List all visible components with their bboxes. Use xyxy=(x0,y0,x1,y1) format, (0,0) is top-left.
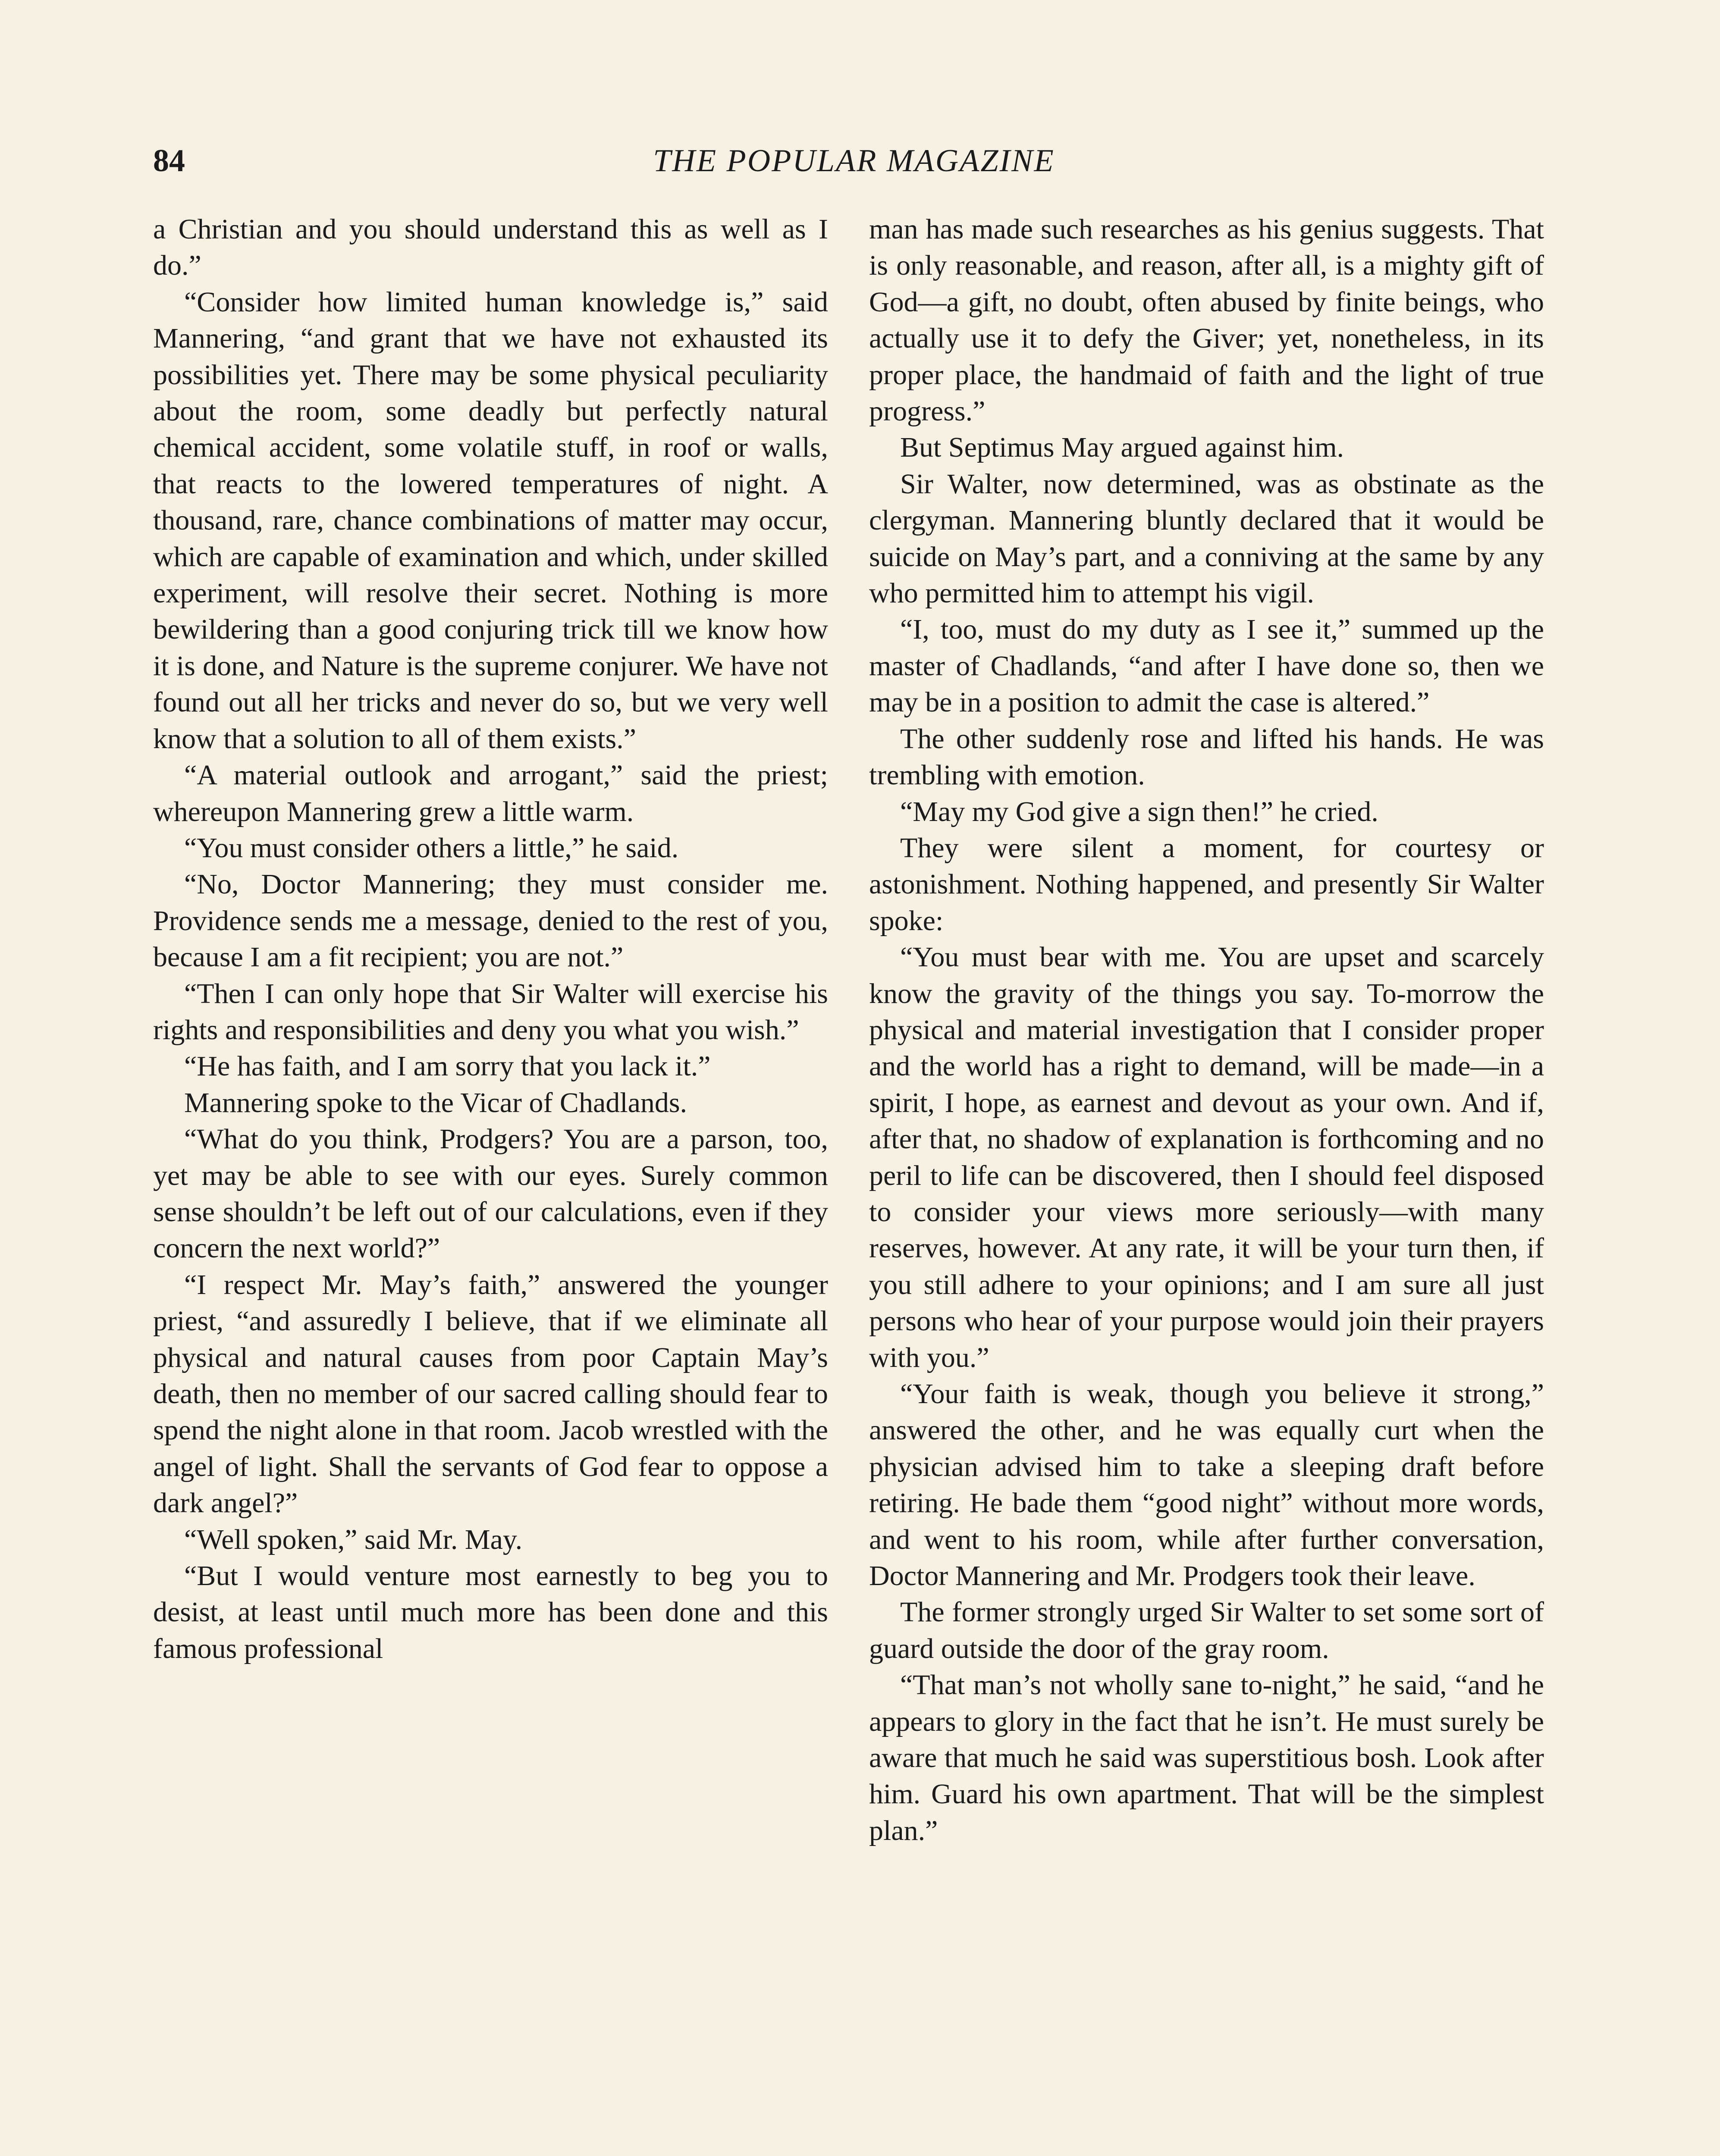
page-number: 84 xyxy=(153,143,185,179)
paragraph: man has made such researches as his genius suggests. That is only reasonable, and reason, after all, is a mighty gift of God—a gift, no doubt, often abused by finite beings, who actually use it to defy the Giver; yet, nonetheless, in its proper place, the handmaid of faith and the light of true progress.” xyxy=(869,213,1544,427)
paragraph: “I, too, must do my duty as I see it,” summed up the master of Chadlands, “and after I have done so, then we may be in a position to admit the case is altered.” xyxy=(869,614,1544,718)
text-column-right xyxy=(869,211,1544,1849)
paragraph: They were silent a moment, for courtesy or astonishment. Nothing happened, and presently Sir Walter spoke: xyxy=(869,832,1544,937)
page-header xyxy=(153,137,1555,185)
text-column-left xyxy=(153,211,828,1667)
paragraph: “Consider how limited human knowledge is,” said Mannering, “and grant that we have not exhausted its possibilities yet. There may be some physical peculiarity about the room, some deadly but perfectly natural chemical accident, some volatile stuff, in roof or walls, that reacts to the lowered temperatures of night. A thousand, rare, chance combinations of matter may occur, which are capable of examination and which, under skilled experiment, will resolve their secret. Nothing is more bewildering than a good conjuring trick till we know how it is done, and Nature is the supreme conjurer. We have not found out all her tricks and never do so, but we very well know that a solution to all of them exists.” xyxy=(153,286,828,755)
paragraph: “You must consider others a little,” he said. xyxy=(184,832,679,864)
paragraph: a Christian and you should understand this as well as I do.” xyxy=(153,213,828,282)
paragraph: “That man’s not wholly sane to-night,” he said, “and he appears to glory in the fact that he isn’t. He must surely be aware that much he said was superstitious bosh. Look after him. Guard his own apartment. That will be the simplest plan.” xyxy=(869,1669,1544,1846)
paragraph: “Your faith is weak, though you believe it strong,” answered the other, and he was equally curt when the physician advised him to take a sleeping draft before retiring. He bade them “good night” without more words, and went to his room, while after further conversation, Doctor Mannering and Mr. Prodgers took their leave. xyxy=(869,1378,1544,1592)
paragraph: “What do you think, Prodgers? You are a parson, too, yet may be able to see with our eyes. Surely common sense shouldn’t be left out of our calculations, even if they concern the next world?” xyxy=(153,1123,828,1264)
paragraph: “You must bear with me. You are upset and scarcely know the gravity of the things you say. To-morrow the physical and material investigation that I consider proper and the world has a right to demand, will be made—in a spirit, I hope, as earnest and devout as your own. And if, after that, no shadow of explanation is forthcoming and no peril to life can be discovered, then I should feel disposed to consider your views more seriously—with many reserves, however. At any rate, it will be your turn then, if you still adhere to your opinions; and I am sure all just persons who hear of your purpose would join their prayers with you.” xyxy=(869,941,1544,1373)
paragraph: But Septimus May argued against him. xyxy=(900,432,1344,464)
magazine-title: THE POPULAR MAGAZINE xyxy=(653,143,1055,179)
paragraph: “But I would venture most earnestly to beg you to desist, at least until much more has been done and this famous professional xyxy=(153,1560,828,1664)
paragraph: The other suddenly rose and lifted his hands. He was trembling with emotion. xyxy=(869,723,1544,791)
paragraph: “I respect Mr. May’s faith,” answered the younger priest, “and assuredly I believe, that if we eliminate all physical and natural causes from poor Captain May’s death, then no member of our sacred calling should fear to spend the night alone in that room. Jacob wrestled with the angel of light. Shall the servants of God fear to oppose a dark angel?” xyxy=(153,1269,828,1519)
paragraph: “Well spoken,” said Mr. May. xyxy=(184,1523,523,1555)
paragraph: The former strongly urged Sir Walter to set some sort of guard outside the door of the gray room. xyxy=(869,1596,1544,1664)
paragraph: Sir Walter, now determined, was as obstinate as the clergyman. Mannering bluntly declared that it would be suicide on May’s part, and a conniving at the same by any who permitted him to attempt his vigil. xyxy=(869,468,1544,609)
paragraph: “May my God give a sign then!” he cried. xyxy=(900,796,1378,827)
paragraph: “Then I can only hope that Sir Walter will exercise his rights and responsibilities and deny you what you wish.” xyxy=(153,978,828,1046)
paragraph: “A material outlook and arrogant,” said the priest; whereupon Mannering grew a little warm. xyxy=(153,759,828,827)
paragraph: “He has faith, and I am sorry that you lack it.” xyxy=(184,1050,711,1082)
paragraph: “No, Doctor Mannering; they must consider me. Providence sends me a message, denied to the rest of you, because I am a fit recipient; you are not.” xyxy=(153,868,828,973)
paragraph: Mannering spoke to the Vicar of Chadlands. xyxy=(184,1087,687,1119)
